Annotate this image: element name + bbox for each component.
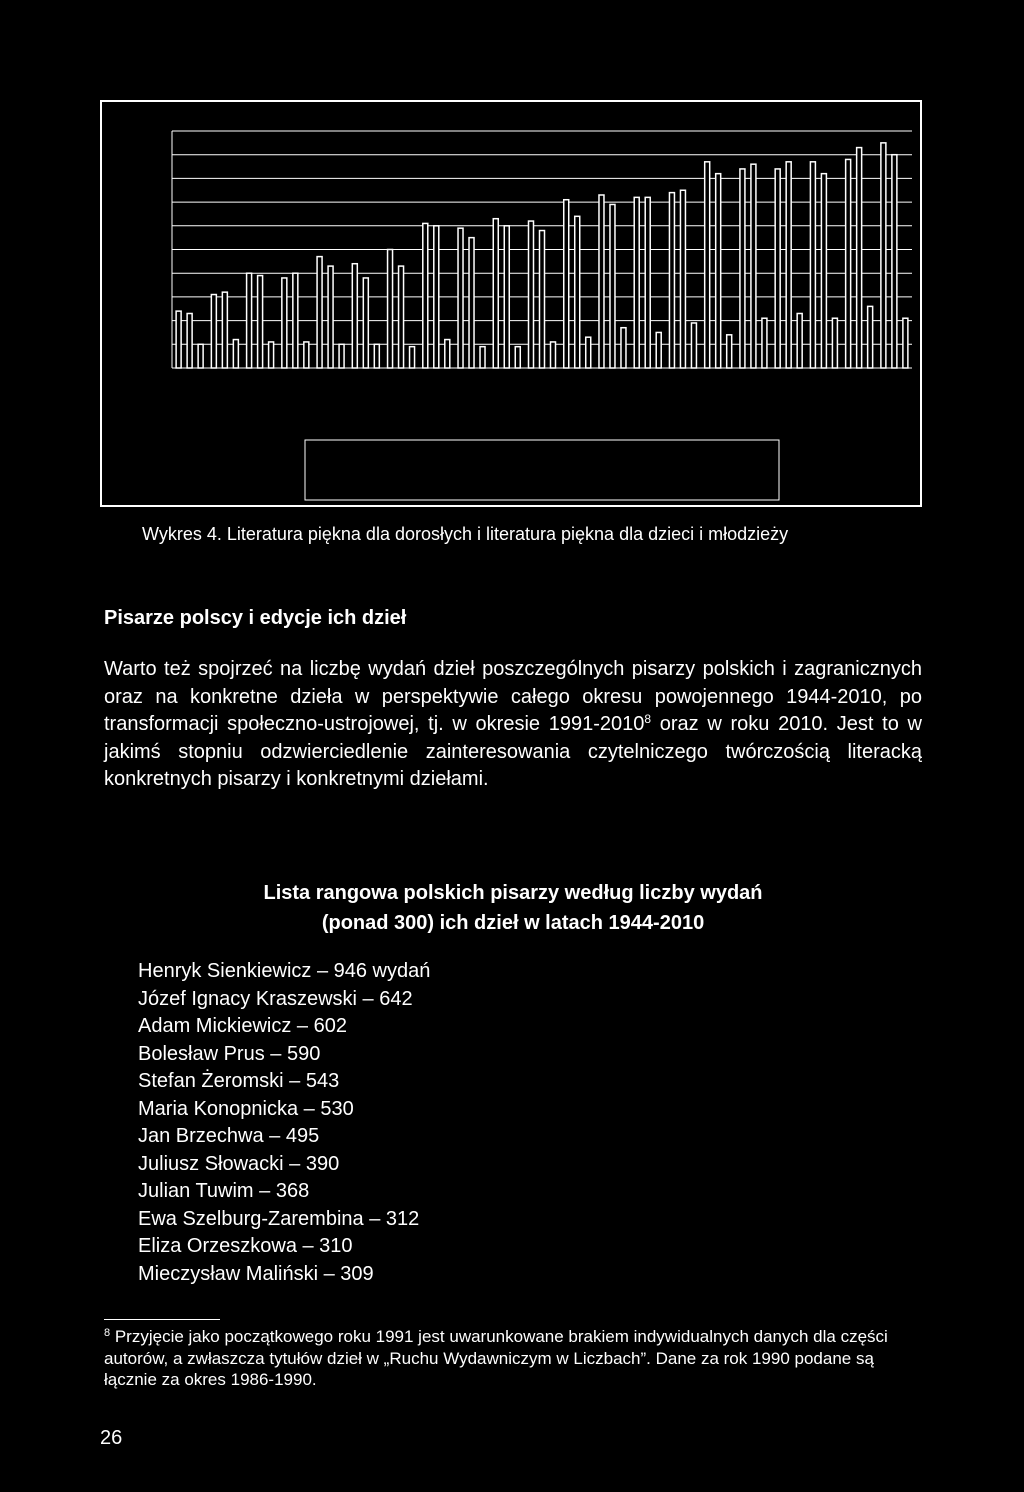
bar-series-1 xyxy=(176,311,181,368)
bar-series-1 xyxy=(352,264,357,368)
bar-series-3 xyxy=(374,344,379,368)
bar-series-2 xyxy=(434,226,439,368)
bar-series-3 xyxy=(832,318,837,368)
bar-series-3 xyxy=(586,337,591,368)
bar-series-3 xyxy=(515,347,520,368)
bar-series-3 xyxy=(656,332,661,368)
body-text-part-2: oraz w roku 2010. Jest to w jakimś stopniu odzwierciedlenie zainteresowania czytelniczego twórczością literacką konkretnych pisarzy i konkretnymi dziełami. xyxy=(104,713,922,790)
bar-series-3 xyxy=(797,313,802,368)
list-item: Eliza Orzeszkowa – 310 xyxy=(138,1235,353,1257)
bar-series-1 xyxy=(493,219,498,368)
footnote-text: Przyjęcie jako początkowego roku 1991 jest uwarunkowane brakiem indywidualnych danych dla części autorów, a zwłaszcza tytułów dzieł w „Ruchu Wydawniczym w Liczbach”. Dane za rok 1990 podane są łącznie za okres 1986-1990. xyxy=(104,1327,888,1389)
bar-series-1 xyxy=(740,169,745,368)
bar-series-2 xyxy=(610,204,615,368)
bar-series-3 xyxy=(304,342,309,368)
bar-series-1 xyxy=(458,228,463,368)
bar-series-1 xyxy=(211,295,216,368)
bar-series-2 xyxy=(363,278,368,368)
list-item: Julian Tuwim – 368 xyxy=(138,1180,310,1202)
bar-series-3 xyxy=(480,347,485,368)
bar-series-1 xyxy=(529,221,534,368)
bar-series-2 xyxy=(399,266,404,368)
bar-series-3 xyxy=(868,306,873,368)
bar-series-3 xyxy=(233,340,238,368)
bar-series-2 xyxy=(222,292,227,368)
bar-series-2 xyxy=(258,276,263,368)
list-item: Mieczysław Maliński – 309 xyxy=(138,1262,374,1285)
bar-series-2 xyxy=(821,174,826,368)
list-item: Juliusz Słowacki – 390 xyxy=(138,1152,340,1175)
list-item: Henryk Sienkiewicz – 946 wydań xyxy=(138,960,431,982)
list-item: Jan Brzechwa – 495 xyxy=(138,1125,320,1147)
bar-series-2 xyxy=(187,313,192,368)
bar-series-1 xyxy=(634,197,639,368)
bar-series-2 xyxy=(892,155,897,368)
footnote-marker: 8 xyxy=(104,1327,111,1339)
list-item: Ewa Szelburg-Zarembina – 312 xyxy=(138,1207,420,1230)
section-heading: Pisarze polscy i edycje ich dzieł xyxy=(104,607,407,629)
bar-series-2 xyxy=(751,164,756,368)
chart-caption: Wykres 4. Literatura piękna dla dorosłych i literatura piękna dla dzieci i młodzieży xyxy=(142,524,789,544)
bar-series-2 xyxy=(857,148,862,368)
bar-series-1 xyxy=(388,250,393,369)
bar-series-2 xyxy=(540,231,545,368)
bar-series-3 xyxy=(621,328,626,368)
chart-frame xyxy=(100,100,922,507)
list-item: Adam Mickiewicz – 602 xyxy=(138,1015,347,1037)
bar-series-3 xyxy=(691,323,696,368)
list-item: Stefan Żeromski – 543 xyxy=(138,1070,340,1092)
list-item: Maria Konopnicka – 530 xyxy=(138,1097,354,1120)
footnote-divider xyxy=(104,1319,220,1320)
bar-series-1 xyxy=(317,257,322,368)
bar-series-1 xyxy=(705,162,710,368)
bar-series-1 xyxy=(423,223,428,368)
footnote xyxy=(104,1326,924,1391)
bar-series-1 xyxy=(599,195,604,368)
body-paragraph xyxy=(104,656,922,794)
bar-series-2 xyxy=(504,226,509,368)
bar-series-1 xyxy=(669,193,674,368)
bar-series-2 xyxy=(680,190,685,368)
bar-series-1 xyxy=(282,278,287,368)
bar-series-3 xyxy=(269,342,274,368)
bar-series-2 xyxy=(645,197,650,368)
bar-series-2 xyxy=(469,238,474,368)
chart-legend xyxy=(305,440,779,500)
footnote-reference[interactable]: 8 xyxy=(644,712,652,726)
bar-series-2 xyxy=(328,266,333,368)
ranking-list-title-line-1: Lista rangowa polskich pisarzy według liczby wydań xyxy=(263,882,763,904)
bar-series-3 xyxy=(551,342,556,368)
bar-series-3 xyxy=(410,347,415,368)
bar-series-1 xyxy=(564,200,569,368)
ranking-list-title-line-2: (ponad 300) ich dzieł w latach 1944-2010 xyxy=(321,912,705,934)
page-number: 26 xyxy=(100,1427,123,1449)
bar-series-2 xyxy=(786,162,791,368)
bar-series-3 xyxy=(339,344,344,368)
bar-series-3 xyxy=(727,335,732,368)
ranking-list xyxy=(138,958,430,1288)
bar-chart xyxy=(102,102,920,505)
list-item: Bolesław Prus – 590 xyxy=(138,1042,321,1065)
bar-series-1 xyxy=(775,169,780,368)
bar-series-1 xyxy=(810,162,815,368)
bar-series-1 xyxy=(846,159,851,368)
bar-series-2 xyxy=(293,273,298,368)
bar-series-3 xyxy=(903,318,908,368)
bar-series-2 xyxy=(575,216,580,368)
bar-series-2 xyxy=(716,174,721,368)
bar-series-3 xyxy=(198,344,203,368)
bar-series-3 xyxy=(762,318,767,368)
body-text-part-1: Warto też spojrzeć na liczbę wydań dzieł poszczególnych pisarzy polskich i zagranicznych oraz na konkretne dzieła w perspektywie całego okresu powojennego 1944-2010, po transformacji społeczno-ustrojowej, tj. w okresie 1991-2010 xyxy=(104,658,922,735)
bar-series-3 xyxy=(445,340,450,368)
ranking-list-title xyxy=(104,878,922,938)
bar-series-1 xyxy=(881,143,886,368)
list-item: Józef Ignacy Kraszewski – 642 xyxy=(138,987,413,1010)
bar-series-1 xyxy=(247,273,252,368)
